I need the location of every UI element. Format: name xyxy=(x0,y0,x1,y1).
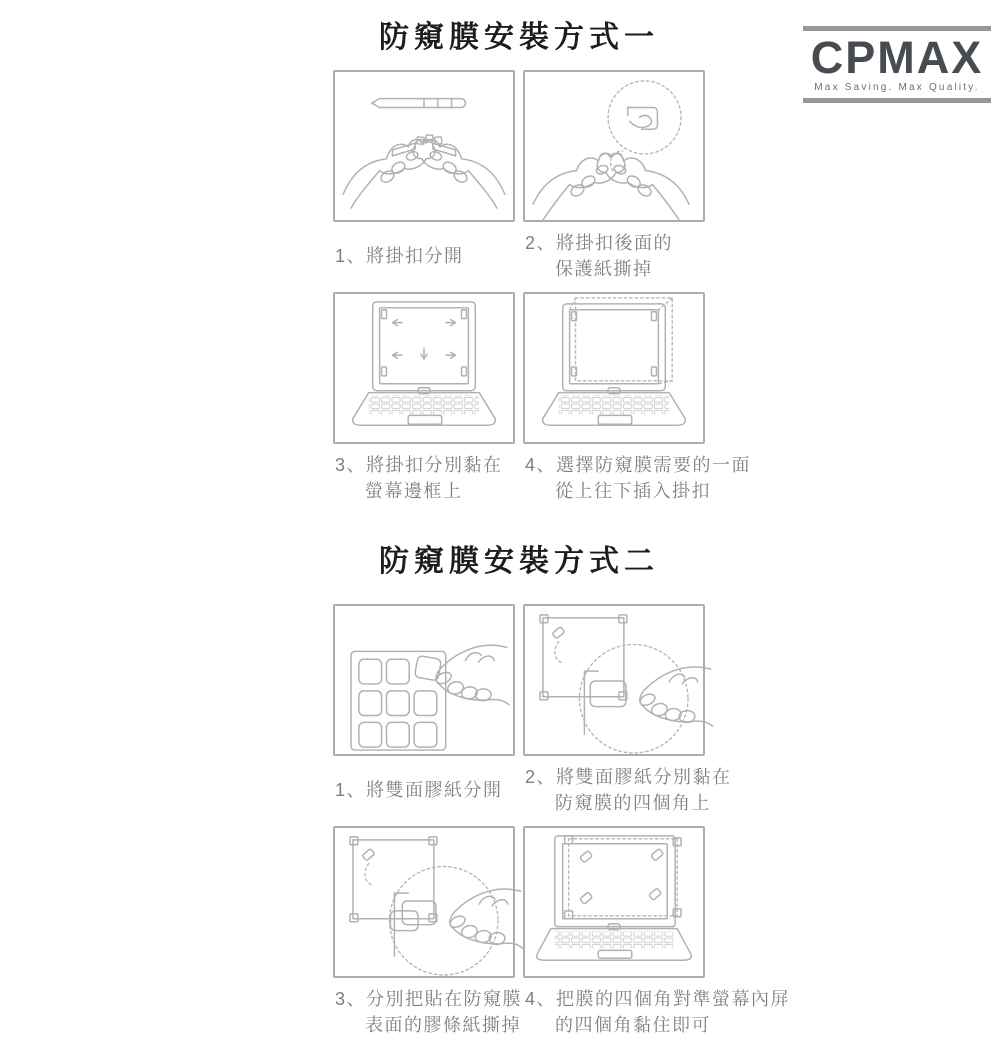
hand-peeling-tape-backing-paper-icon xyxy=(335,828,513,976)
hands-peeling-hook-backing-paper-icon xyxy=(525,72,703,220)
hand-picking-tape-square-from-sheet-icon xyxy=(335,606,513,754)
caption-line: 的四個角黏住即可 xyxy=(555,1015,711,1035)
m2-step1-panel xyxy=(333,604,515,756)
m1-step3-caption xyxy=(333,444,515,514)
cpmax-logo xyxy=(803,26,991,103)
logo-bottom-bar xyxy=(803,98,991,103)
caption-line: 表面的膠條紙撕掉 xyxy=(365,1015,521,1035)
caption-line: 從上往下插入掛扣 xyxy=(555,481,711,501)
caption-line: 3、將掛扣分別黏在 xyxy=(335,455,503,475)
m2-step4-panel xyxy=(523,826,705,978)
caption-line: 3、分別把貼在防窺膜 xyxy=(335,989,523,1009)
m2-step3-panel xyxy=(333,826,515,978)
m2-step1-caption xyxy=(333,756,515,826)
m2-step2-panel xyxy=(523,604,705,756)
m1-step2-panel xyxy=(523,70,705,222)
caption-line: 4、把膜的四個角對準螢幕內屏 xyxy=(525,989,791,1009)
caption-line: 2、將掛扣後面的 xyxy=(525,233,674,253)
logo-tagline: Max Saving. Max Quality. xyxy=(814,82,980,93)
content-column xyxy=(333,12,791,1048)
method2-title: 防窺膜安裝方式二 xyxy=(379,545,659,578)
m1-step1-caption xyxy=(333,222,515,292)
m1-step1-panel xyxy=(333,70,515,222)
hand-sticking-tape-on-film-corner-icon xyxy=(525,606,703,754)
m1-step3-panel xyxy=(333,292,515,444)
caption-line: 螢幕邊框上 xyxy=(365,481,463,501)
method2-grid xyxy=(333,604,791,1048)
caption-line: 1、將雙面膠紙分開 xyxy=(335,780,503,800)
m1-step4-caption xyxy=(523,444,752,514)
laptop-hooks-on-bezel-icon xyxy=(335,294,513,442)
laptop-film-inserted-from-top-icon xyxy=(525,294,703,442)
method1-title: 防窺膜安裝方式一 xyxy=(379,21,659,54)
hands-separating-hook-strip-icon xyxy=(335,72,513,220)
laptop-film-aligned-on-screen-icon xyxy=(525,828,703,976)
m1-step2-caption xyxy=(523,222,705,292)
method1-grid xyxy=(333,70,752,514)
caption-line: 1、將掛扣分開 xyxy=(335,246,464,266)
logo-brand-text: CPMAX xyxy=(810,32,984,83)
m2-step4-caption xyxy=(523,978,791,1048)
m1-step4-panel xyxy=(523,292,705,444)
caption-line: 2、將雙面膠紙分別黏在 xyxy=(525,767,732,787)
m2-step2-caption xyxy=(523,756,732,826)
logo-top-bar xyxy=(803,26,991,31)
caption-line: 4、選擇防窺膜需要的一面 xyxy=(525,455,752,475)
m2-step3-caption xyxy=(333,978,523,1048)
caption-line: 防窺膜的四個角上 xyxy=(555,793,711,813)
caption-line: 保護紙撕掉 xyxy=(555,259,653,279)
